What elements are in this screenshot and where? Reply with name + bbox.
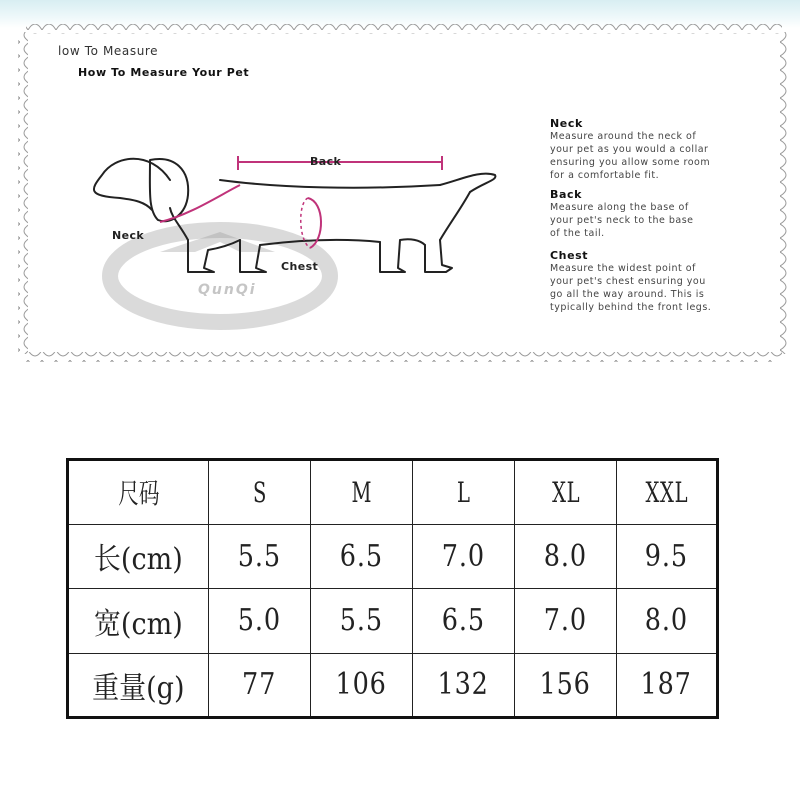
- info-neck-heading: Neck: [550, 117, 583, 130]
- dog-illustration: [80, 140, 500, 300]
- table-cell: 77: [209, 653, 311, 718]
- watermark-text: QunQi: [198, 282, 257, 298]
- table-cell: 9.5: [617, 524, 718, 589]
- header-size-label: 尺码: [80, 460, 196, 525]
- table-header-row: [68, 460, 718, 525]
- table-cell: 6.5: [311, 524, 413, 589]
- header-size-xxl: XXL: [626, 460, 709, 525]
- header-size-l: L: [422, 460, 506, 525]
- header-size-xl: XL: [524, 460, 608, 525]
- info-chest-heading: Chest: [550, 249, 589, 262]
- row-label-weight: 重量(g): [68, 653, 209, 718]
- row-label-width: 宽(cm): [68, 589, 209, 654]
- table-cell: 8.0: [617, 589, 718, 654]
- guide-heading: low To Measure: [58, 44, 159, 58]
- back-callout: Back: [310, 155, 342, 168]
- table-cell: 8.0: [515, 524, 617, 589]
- info-back: [550, 188, 780, 240]
- table-row: [68, 653, 718, 718]
- table-cell: 5.0: [209, 589, 311, 654]
- info-chest: [550, 249, 780, 314]
- measure-guide-card: [0, 0, 800, 372]
- table-cell: 5.5: [311, 589, 413, 654]
- table-cell: 156: [515, 653, 617, 718]
- guide-title: How To Measure Your Pet: [78, 66, 250, 79]
- table-row: [68, 524, 718, 589]
- table-cell: 7.0: [413, 524, 515, 589]
- neck-callout: Neck: [112, 229, 145, 242]
- table-cell: 106: [311, 653, 413, 718]
- table-cell: 7.0: [515, 589, 617, 654]
- size-chart-table: [66, 458, 719, 719]
- table-cell: 187: [617, 653, 718, 718]
- table-row: [68, 589, 718, 654]
- header-size-m: M: [320, 460, 404, 525]
- table-cell: 6.5: [413, 589, 515, 654]
- info-back-text: Measure along the base of your pet's neck to the base of the tail.: [550, 202, 694, 239]
- row-label-length: 长(cm): [68, 524, 209, 589]
- header-size-s: S: [218, 460, 302, 525]
- info-back-heading: Back: [550, 188, 583, 201]
- table-cell: 132: [413, 653, 515, 718]
- info-neck-text: Measure around the neck of your pet as you would a collar ensuring you allow some room for a comfortable fit.: [550, 131, 711, 181]
- table-cell: 5.5: [209, 524, 311, 589]
- info-neck: [550, 117, 780, 182]
- info-chest-text: Measure the widest point of your pet's chest ensuring you go all the way around. This is typically behind the front legs.: [550, 263, 712, 313]
- chest-callout: Chest: [281, 260, 319, 273]
